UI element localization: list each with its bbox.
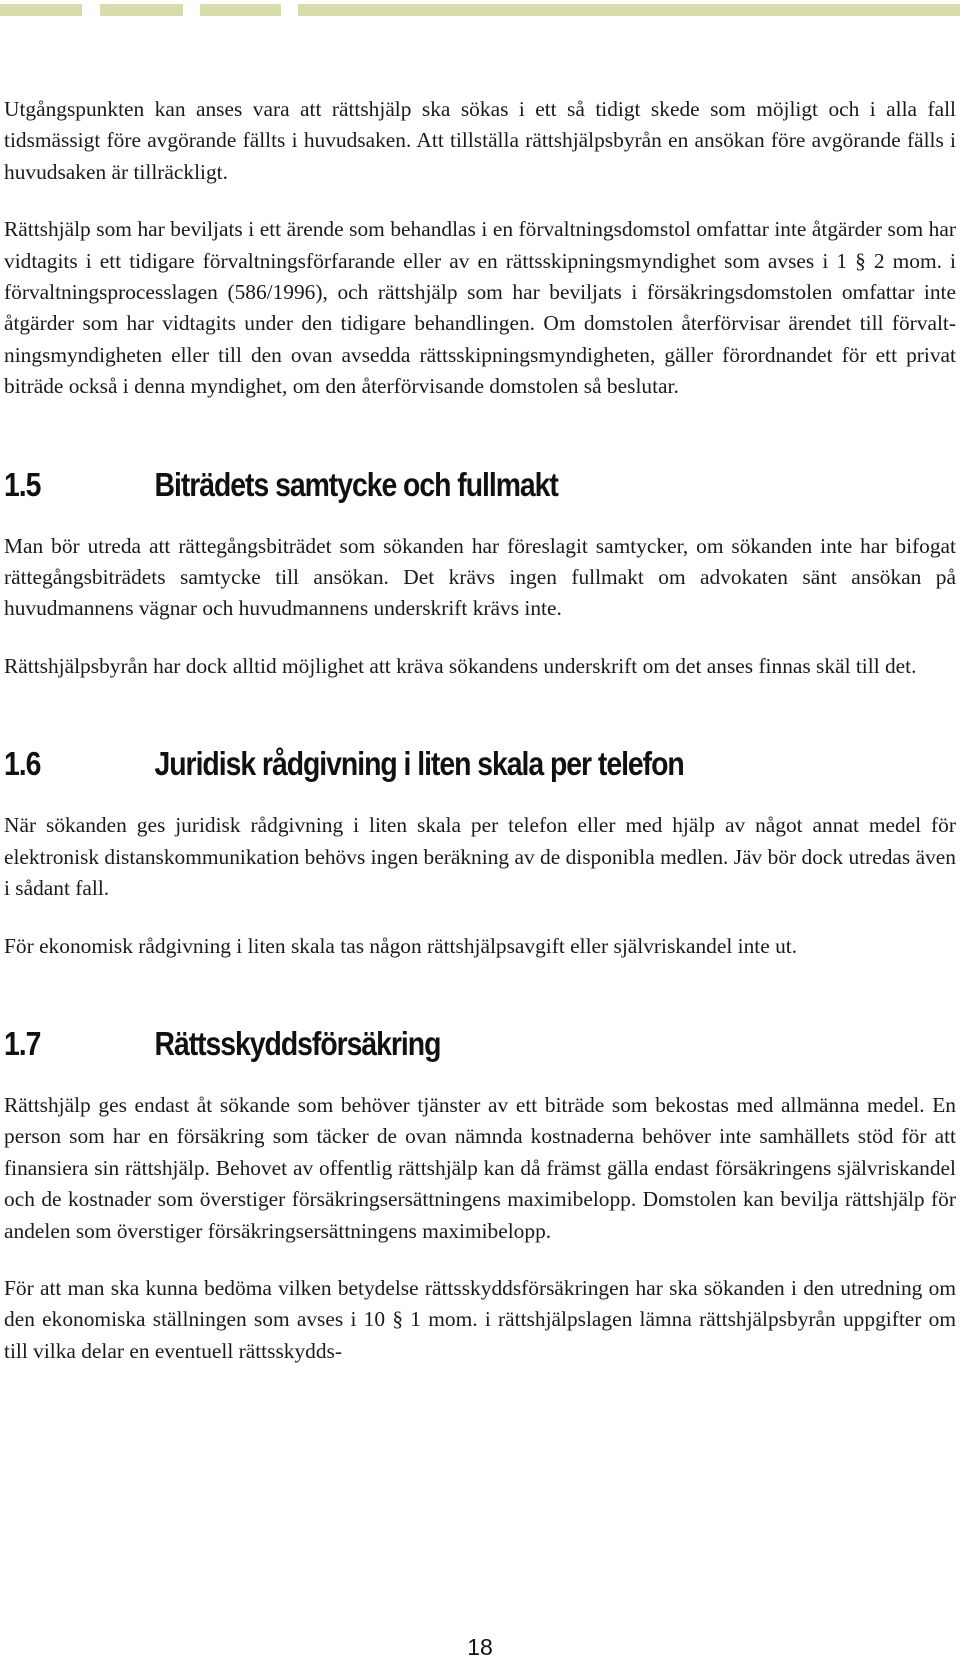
section-heading-1-5 <box>4 465 823 505</box>
paragraph: För ekonomisk rådgivning i liten skala tas någon rättshjälpsavgift eller självriskandel inte ut. <box>4 933 798 958</box>
paragraph: För att man ska kunna bedöma vilken betydelse rättsskyddsförsäkringen har ska sökanden i den utredning om den ekonomiska ställningen som avses i 10 § 1 mom. i rättshjälpslagen lämna rättshjälpsbyrån uppgifter om till vilka delar en eventuell rättsskydds- <box>4 1275 956 1363</box>
paragraph: Utgångspunkten kan anses vara att rättshjälp ska sökas i ett så tidigt skede som möjligt och i alla fall tidsmässigt före avgörande fällts i huvudsaken. Att tillställa rättshjälpsbyrån en ansökan före avgörande fälls i huvudsaken är tillräckligt. <box>4 97 956 184</box>
paragraph: Rättshjälp ges endast åt sökande som behöver tjänster av ett biträde som bekostas med allmänna medel. En person som har en försäkring som täcker de ovan nämnda kostnaderna behöver inte samhällets stöd för att finansiera sin rättshjälp. Behovet av offentlig rättshjälp kan då främst gälla endast försäkringens självriskandel och de kostnader som överstiger försäkringsersättningens maximibelopp. Domstolen kan bevilja rättshjälp för andelen som överstiger försäkringsersättningens maximibelopp. <box>4 1092 956 1243</box>
section-number: 1.5 <box>4 465 41 503</box>
paragraph: Man bör utreda att rättegångsbiträdet som sökanden har föreslagit samtycker, om sökanden inte har bifogat rättegångsbiträdets samtycke till ansökan. Det krävs ingen fullmakt om advokaten sänt ansökan på huvudmannens vägnar och huvudmannens underskrift krävs inte. <box>4 533 956 621</box>
header-decor-bar-2 <box>100 4 183 16</box>
header-decor-bar-3 <box>200 4 281 16</box>
section-heading-1-6 <box>4 744 823 784</box>
section-title: Biträdets samtycke och fullmakt <box>154 465 558 503</box>
section-number: 1.6 <box>4 745 41 783</box>
section-title: Juridisk rådgivning i liten skala per telefon <box>154 745 684 783</box>
section-heading-1-7 <box>4 1024 823 1064</box>
paragraph: Rättshjälp som har beviljats i ett ärende som behandlas i en förvaltningsdomstol omfattar inte åtgärder som har vidtagits i ett tidigare förvaltningsförfarande eller av en rättsskipningsmyndighet som avses i 1 § 2 mom. i förvaltningsprocesslagen (586/1996), och rättshjälp som har beviljats i försäkringsdomstolen omfattar inte åtgärder som har vidtagits under den tidigare behandlingen. Om domstolen återförvisar ärendet till förvaltningsmyndigheten eller till den ovan avsedda rättsskipningsmyndigheten, gäller förordnandet för ett privat biträde också i denna myndighet, om den återförvisande domstolen så beslutar. <box>4 217 956 399</box>
paragraph: När sökanden ges juridisk rådgivning i liten skala per telefon eller med hjälp av något annat medel för elektronisk distanskommunikation behövs ingen beräkning av de disponibla medlen. Jäv bör dock utredas även i sådant fall. <box>4 813 956 901</box>
paragraph: Rättshjälpsbyrån har dock alltid möjlighet att kräva sökandens underskrift om det anses finnas skäl till det. <box>4 653 917 678</box>
document-body <box>4 94 956 1393</box>
section-title: Rättsskyddsförsäkring <box>154 1024 441 1062</box>
section-number: 1.7 <box>4 1024 41 1062</box>
header-decor-bar-4 <box>298 4 960 16</box>
page-number: 18 <box>467 1634 493 1660</box>
header-decor-bar-1 <box>0 4 82 16</box>
